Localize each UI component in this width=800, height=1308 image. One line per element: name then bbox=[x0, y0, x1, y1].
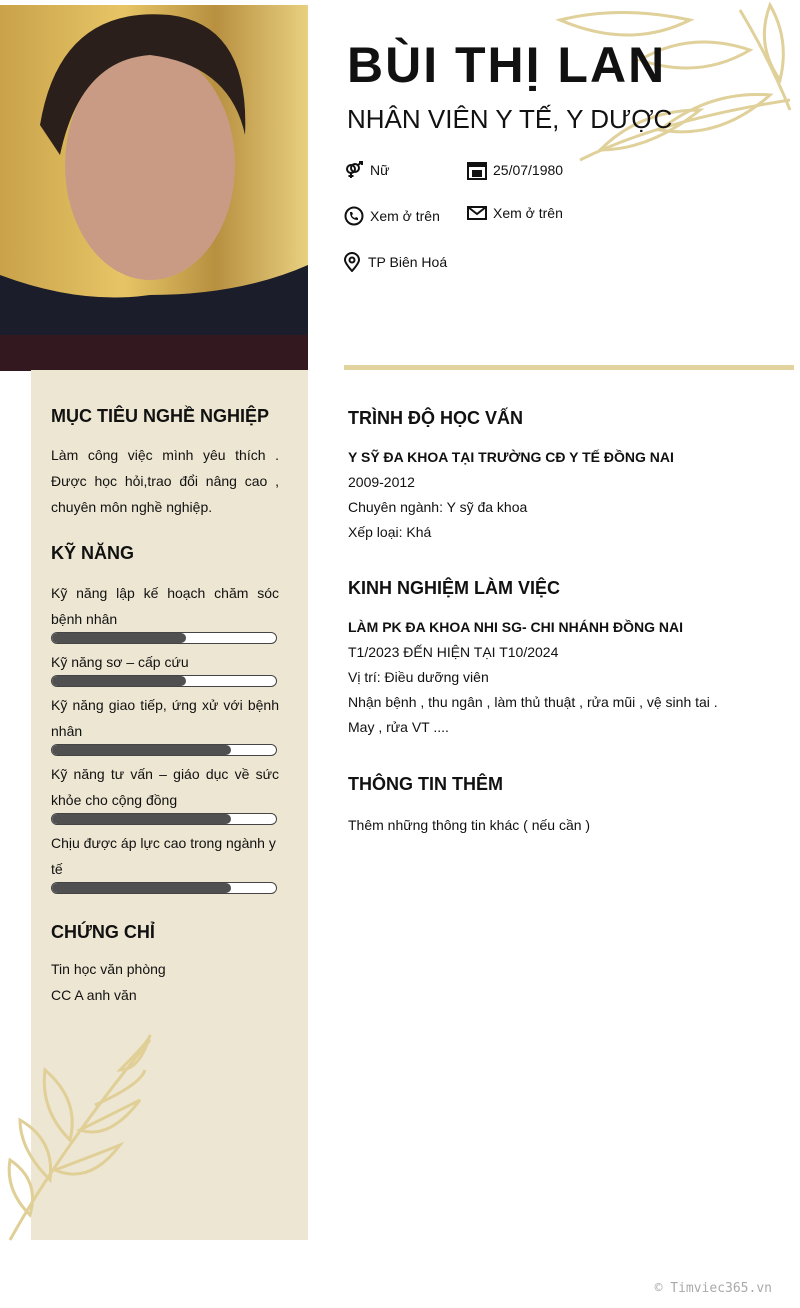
gender-icon bbox=[344, 160, 364, 180]
birthday-value: 25/07/1980 bbox=[493, 162, 564, 178]
extra-info-heading: THÔNG TIN THÊM bbox=[348, 774, 503, 794]
skill-name: Kỹ năng sơ – cấp cứu bbox=[51, 654, 189, 670]
education-major: Chuyên ngành: Y sỹ đa khoa bbox=[348, 499, 528, 515]
certificate-item: Tin học văn phòng bbox=[51, 961, 166, 977]
education-grade: Xếp loại: Khá bbox=[348, 524, 432, 540]
certificate-item: CC A anh văn bbox=[51, 987, 137, 1003]
phone-value: Xem ở trên bbox=[370, 208, 440, 224]
job-title: NHÂN VIÊN Y TẾ, Y DƯỢC bbox=[347, 104, 673, 134]
education-years: 2009-2012 bbox=[348, 474, 415, 490]
gender-info bbox=[344, 160, 389, 180]
skill-bar-fill bbox=[52, 633, 186, 643]
birthday-info bbox=[467, 160, 563, 180]
skill-name: Chịu được áp lực cao trong ngành y tế bbox=[51, 835, 276, 877]
experience-company: LÀM PK ĐA KHOA NHI SG- CHI NHÁNH ĐỒNG NAI bbox=[348, 619, 683, 635]
calendar-icon bbox=[467, 160, 487, 180]
envelope-icon bbox=[467, 203, 487, 223]
address-info bbox=[342, 252, 447, 272]
certificates-heading: CHỨNG CHỈ bbox=[51, 922, 155, 942]
skill-bar-fill bbox=[52, 676, 186, 686]
email-info bbox=[467, 203, 563, 223]
extra-info-text: Thêm những thông tin khác ( nếu cần ) bbox=[348, 817, 591, 833]
skill-bar-fill bbox=[52, 745, 231, 755]
skill-bar-fill bbox=[52, 814, 231, 824]
skill-bar-fill bbox=[52, 883, 231, 893]
skill-bar bbox=[51, 882, 277, 894]
skill-bar bbox=[51, 675, 277, 687]
skill-bar bbox=[51, 813, 277, 825]
experience-heading: KINH NGHIỆM LÀM VIỆC bbox=[348, 578, 561, 598]
phone-info bbox=[344, 206, 440, 226]
profile-photo bbox=[0, 5, 308, 371]
education-heading: TRÌNH ĐỘ HỌC VẤN bbox=[348, 408, 523, 428]
footer-watermark: © Timviec365.vn bbox=[654, 1281, 772, 1296]
email-value: Xem ở trên bbox=[493, 205, 563, 221]
skill-bar bbox=[51, 744, 277, 756]
divider bbox=[344, 365, 794, 370]
education-school: Y SỸ ĐA KHOA TẠI TRƯỜNG CĐ Y TẾ ĐỒNG NAI bbox=[348, 449, 674, 465]
leaf-decoration-bottom bbox=[0, 1030, 170, 1245]
leaf-decoration-top bbox=[540, 0, 800, 200]
objective-heading: MỤC TIÊU NGHỀ NGHIỆP bbox=[51, 406, 270, 426]
skills-heading: KỸ NĂNG bbox=[51, 543, 135, 563]
experience-description: Nhận bệnh , thu ngân , làm thủ thuật , rửa mũi , vệ sinh tai . May , rửa VT .... bbox=[348, 694, 718, 735]
experience-position: Vị trí: Điều dưỡng viên bbox=[348, 669, 489, 685]
skill-bar bbox=[51, 632, 277, 644]
skill-name: Kỹ năng tư vấn – giáo dục về sức khỏe cho cộng đồng bbox=[51, 766, 279, 808]
objective-text: Làm công việc mình yêu thích . Được học hỏi,trao đổi nâng cao , chuyên môn nghề nghiệp. bbox=[51, 447, 279, 515]
location-pin-icon bbox=[342, 252, 362, 272]
candidate-name: BÙI THỊ LAN bbox=[347, 37, 667, 93]
experience-period: T1/2023 ĐẾN HIỆN TẠI T10/2024 bbox=[348, 644, 559, 660]
address-value: TP Biên Hoá bbox=[368, 254, 448, 270]
skill-name: Kỹ năng lập kế hoạch chăm sóc bệnh nhân bbox=[51, 585, 279, 627]
phone-icon bbox=[344, 206, 364, 226]
gender-value: Nữ bbox=[370, 162, 390, 178]
skill-name: Kỹ năng giao tiếp, ứng xử với bệnh nhân bbox=[51, 697, 279, 739]
